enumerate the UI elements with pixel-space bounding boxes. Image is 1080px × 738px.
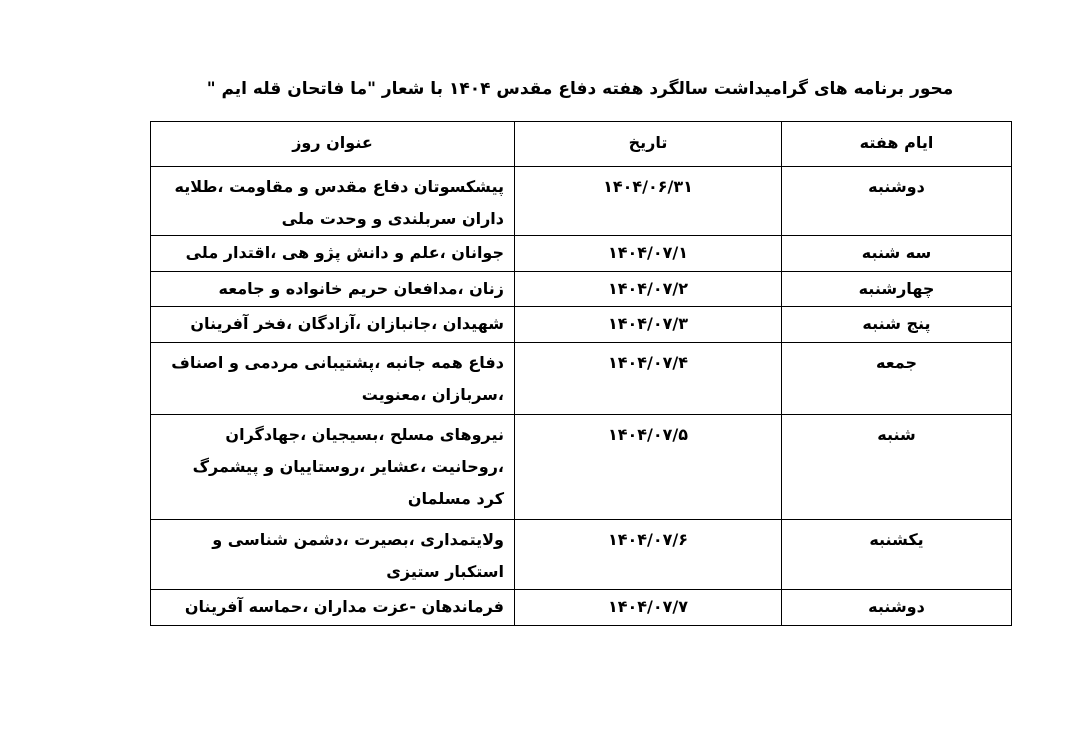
day-cell: چهارشنبه bbox=[782, 272, 1012, 307]
title-cell: زنان ،مدافعان حریم خانواده و جامعه bbox=[151, 272, 515, 307]
title-cell: دفاع همه جانبه ،پشتیبانی مردمی و اصناف ،سربازان ،معنویت bbox=[151, 343, 515, 415]
table-row bbox=[151, 307, 1012, 343]
table-row bbox=[151, 520, 1012, 590]
table-row bbox=[151, 343, 1012, 415]
title-cell: ولایتمداری ،بصیرت ،دشمن شناسی و استکبار ستیزی bbox=[151, 520, 515, 590]
date-cell: ۱۴۰۴/۰۷/۶ bbox=[515, 520, 782, 590]
header-date: تاریخ bbox=[515, 122, 782, 167]
date-cell: ۱۴۰۴/۰۷/۲ bbox=[515, 272, 782, 307]
table-row bbox=[151, 415, 1012, 520]
title-cell: شهیدان ،جانبازان ،آزادگان ،فخر آفرینان bbox=[151, 307, 515, 343]
day-cell: شنبه bbox=[782, 415, 1012, 520]
title-cell: فرماندهان -عزت مداران ،حماسه آفرینان bbox=[151, 590, 515, 626]
day-cell: جمعه bbox=[782, 343, 1012, 415]
day-cell: دوشنبه bbox=[782, 590, 1012, 626]
date-cell: ۱۴۰۴/۰۶/۳۱ bbox=[515, 167, 782, 236]
table-row bbox=[151, 236, 1012, 272]
table-row bbox=[151, 272, 1012, 307]
date-cell: ۱۴۰۴/۰۷/۵ bbox=[515, 415, 782, 520]
day-cell: یکشنبه bbox=[782, 520, 1012, 590]
header-title: عنوان روز bbox=[151, 122, 515, 167]
date-cell: ۱۴۰۴/۰۷/۴ bbox=[515, 343, 782, 415]
date-cell: ۱۴۰۴/۰۷/۱ bbox=[515, 236, 782, 272]
header-day: ایام هفته bbox=[782, 122, 1012, 167]
day-cell: سه شنبه bbox=[782, 236, 1012, 272]
day-cell: دوشنبه bbox=[782, 167, 1012, 236]
schedule-table bbox=[150, 121, 1012, 626]
table-row bbox=[151, 167, 1012, 236]
title-cell: جوانان ،علم و دانش پژو هی ،اقتدار ملی bbox=[151, 236, 515, 272]
title-cell: پیشکسوتان دفاع مقدس و مقاومت ،طلایه داران سربلندی و وحدت ملی bbox=[151, 167, 515, 236]
day-cell: پنج شنبه bbox=[782, 307, 1012, 343]
page-title: محور برنامه های گرامیداشت سالگرد هفته دفاع مقدس ۱۴۰۴ با شعار "ما فاتحان قله ایم " bbox=[206, 79, 954, 99]
date-cell: ۱۴۰۴/۰۷/۳ bbox=[515, 307, 782, 343]
table-row bbox=[151, 590, 1012, 626]
table-header-row bbox=[151, 122, 1012, 167]
title-cell: نیروهای مسلح ،بسیجیان ،جهادگران ،روحانیت ،عشایر ،روستاییان و پیشمرگ کرد مسلمان bbox=[151, 415, 515, 520]
date-cell: ۱۴۰۴/۰۷/۷ bbox=[515, 590, 782, 626]
